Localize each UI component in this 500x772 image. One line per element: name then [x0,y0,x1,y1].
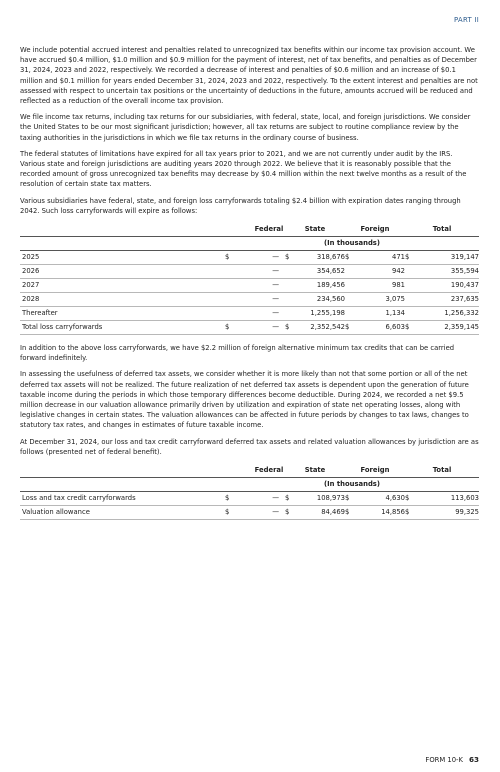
table-header-row [20,222,479,237]
column-header-state: State [285,463,345,478]
federal-value: — [235,492,285,506]
federal-value: — [235,321,285,335]
federal-value: — [235,251,285,265]
federal-currency: $ [225,492,235,506]
total-value: 99,325 [415,506,479,520]
paragraph-loss-carryforwards: Various subsidiaries have federal, state, and foreign loss carryforwards totaling $2.4 billion with expiration dates ranging through 2042. Such loss carryforwards will expire as follows: [20,196,461,215]
foreign-value: 981 [355,279,405,293]
total-value: 319,147 [415,251,479,265]
state-currency [285,279,295,293]
state-value: 234,560 [295,293,345,307]
state-currency: $ [285,492,295,506]
row-label: Loss and tax credit carryforwards [20,492,225,506]
total-currency [405,307,415,321]
form-label: FORM 10-K [425,756,463,764]
state-value: 189,456 [295,279,345,293]
column-header-state: State [285,222,345,237]
foreign-currency: $ [345,251,355,265]
row-label: 2026 [20,265,225,279]
table-row [20,293,479,307]
foreign-value: 471 [355,251,405,265]
federal-currency [225,293,235,307]
table-row [20,492,479,506]
state-currency: $ [285,321,295,335]
valuation-allowance-table [20,463,479,520]
row-label: Thereafter [20,307,225,321]
federal-value: — [235,506,285,520]
paragraph-tax-returns: We file income tax returns, including tax returns for our subsidiaries, with federal, state, local, and foreign jurisdictions. We consider the United States to be our most significant jurisdiction; however, all tax returns are subject to routine compliance review by the taxing authorities in the jurisdictions in which we file tax returns in the ordinary course of business. [20,113,471,142]
foreign-currency: $ [345,321,355,335]
federal-currency [225,307,235,321]
row-label: Valuation allowance [20,506,225,520]
part-header: PART II [454,16,479,24]
row-label: 2028 [20,293,225,307]
column-header-total: Total [405,222,479,237]
table-row [20,307,479,321]
total-currency [405,265,415,279]
column-header-foreign: Foreign [345,463,405,478]
total-value: 1,256,332 [415,307,479,321]
total-currency: $ [405,251,415,265]
total-value: 190,437 [415,279,479,293]
foreign-currency [345,307,355,321]
federal-currency: $ [225,321,235,335]
foreign-value: 4,630 [355,492,405,506]
total-value: 355,594 [415,265,479,279]
federal-currency [225,279,235,293]
total-value: 113,603 [415,492,479,506]
state-value: 318,676 [295,251,345,265]
state-currency [285,307,295,321]
total-currency [405,293,415,307]
federal-currency [225,265,235,279]
foreign-currency [345,265,355,279]
paragraph-deferred-tax-assets: In assessing the usefulness of deferred tax assets, we consider whether it is more likely than not that some portion or all of the net deferred tax assets will not be realized. The future realization of net deferred tax assets is dependent upon the generation of future taxable income during the periods in which those temporary differences become deductible. During 2024, we recorded a net $9.5 million decrease in our valuation allowance primarily driven by utilization and expiration of state net operating losses, along with legislative changes in certain states. The valuation allowances can be affected in future periods by changes to tax laws, changes to statutory tax rates, and changes in estimates of future taxable income. [20,370,469,430]
paragraph-amt-credits: In addition to the above loss carryforwards, we have $2.2 million of foreign alternative minimum tax credits that can be carried forward indefinitely. [20,344,455,363]
federal-value: — [235,279,285,293]
table-row [20,506,479,520]
page-content [20,45,479,528]
row-label: Total loss carryforwards [20,321,225,335]
total-currency [405,279,415,293]
foreign-value: 14,856 [355,506,405,520]
federal-value: — [235,293,285,307]
row-label: 2025 [20,251,225,265]
foreign-value: 6,603 [355,321,405,335]
foreign-currency [345,279,355,293]
state-currency [285,265,295,279]
row-label: 2027 [20,279,225,293]
column-header-federal: Federal [225,222,285,237]
total-value: 2,359,145 [415,321,479,335]
total-currency: $ [405,321,415,335]
foreign-value: 1,134 [355,307,405,321]
column-header-foreign: Foreign [345,222,405,237]
table-row [20,279,479,293]
state-value: 354,652 [295,265,345,279]
foreign-value: 942 [355,265,405,279]
state-currency [285,293,295,307]
total-currency: $ [405,506,415,520]
paragraph-interest-penalties: We include potential accrued interest and penalties related to unrecognized tax benefits within our income tax provision account. We have accrued $0.4 million, $1.0 million and $0.9 million for the payment of interest, net of tax benefits, and penalties as of December 31, 2024, 2023 and 2022, respectively. We recorded a decrease of interest and penalties of $0.6 million and an increase of $0.1 million and $0.1 million for years ended December 31, 2024, 2023 and 2022, respectively. To the extent interest and penalties are not assessed with respect to uncertain tax positions or the uncertainty of deductions in the future, amounts accrued will be reduced and reflected as a reduction of the overall income tax provision. [20,46,478,106]
federal-value: — [235,265,285,279]
page-number: 63 [468,755,479,764]
total-value: 237,635 [415,293,479,307]
state-currency: $ [285,506,295,520]
state-value: 108,973 [295,492,345,506]
federal-value: — [235,307,285,321]
federal-currency: $ [225,251,235,265]
units-label: (In thousands) [324,480,380,489]
state-value: 2,352,542 [295,321,345,335]
column-header-total: Total [405,463,479,478]
paragraph-valuation-allowances: At December 31, 2024, our loss and tax credit carryforward deferred tax assets and related valuation allowances by jurisdiction are as follows (presented net of federal benefit). [20,437,479,456]
column-header-federal: Federal [225,463,285,478]
foreign-value: 3,075 [355,293,405,307]
total-currency: $ [405,492,415,506]
loss-carryforwards-table [20,222,479,335]
state-value: 1,255,198 [295,307,345,321]
paragraph-statutes: The federal statutes of limitations have expired for all tax years prior to 2021, and we are not currently under audit by the IRS. Various state and foreign jurisdictions are auditing years 2020 through 2022. We believe that it is reasonably possible that the recorded amount of gross unrecognized tax benefits may decrease by $0.4 million within the next twelve months as a result of the resolution of certain state tax matters. [20,149,467,189]
table-row [20,251,479,265]
foreign-currency: $ [345,506,355,520]
table-header-row [20,463,479,478]
federal-currency: $ [225,506,235,520]
units-label: (In thousands) [324,239,380,248]
state-value: 84,469 [295,506,345,520]
state-currency: $ [285,251,295,265]
page-footer [425,755,479,764]
table-row [20,265,479,279]
foreign-currency: $ [345,492,355,506]
table-row [20,321,479,335]
foreign-currency [345,293,355,307]
